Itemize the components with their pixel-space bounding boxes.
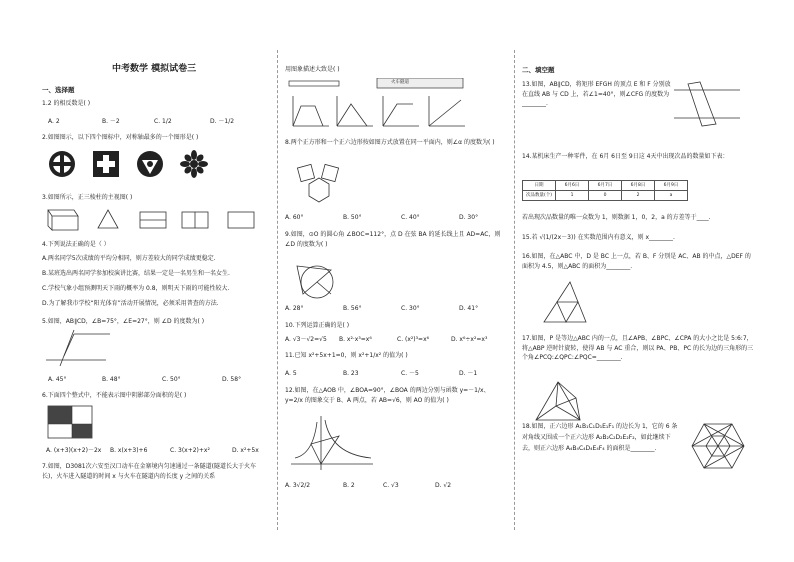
q2-icons (46, 146, 216, 184)
q12-opt-c: C. √3 (383, 482, 399, 489)
q10-opt-b: B. x²·x³=x⁶ (339, 336, 372, 343)
q6-opt-d: D. x²+5x (232, 447, 259, 454)
q5-text: 5.如图，AB∥CD，∠B=75°，∠E=27°，则 ∠D 的度数为( ) (42, 318, 205, 325)
table-cell: 1 (556, 191, 589, 201)
q4-opt-c: C.学校气象小组预测明天下雨的概率为 0.8，则明天下雨的可能性较大. (42, 285, 230, 292)
q10-opt-a: A. √3－√2=√5 (285, 336, 327, 343)
q13-figure (672, 78, 742, 130)
q16-text: 16.如图，在△ABC 中，D 是 BC 上一点，若 B、F 分别是 AC、AB 的中点，△DEF 的面积为 4.5，则△ABC 的面积为________. (522, 253, 751, 270)
q8-opt-b: B. 50° (343, 214, 362, 221)
q12-text: 12.如图，在△AOB 中，∠BOA=90°，∠BOA 的两边分别与函数 y=－1/x、y=2/x 的图象交于 B、A 两点，若 AB=√6，则 AO 的值为( ) (285, 387, 490, 404)
column-3 (520, 0, 760, 562)
column-divider-1 (277, 50, 278, 530)
q15-text: 15.若 √(1/(2x－3)) 在实数范围内有意义，则 x________. (522, 234, 675, 241)
q8-text: 8.两个正方形和一个正六边形按如图方式放置在同一平面内，则∠α 的度数为( ) (285, 139, 495, 146)
q14-after: 若出现次品数量的唯一众数为 1，则数据 1，0，2，a 的方差等于____. (522, 214, 711, 221)
q9-opt-c: C. 30° (401, 305, 420, 312)
column-2 (283, 0, 508, 562)
column-divider-2 (514, 50, 515, 530)
table-row (523, 181, 688, 191)
q3-figures (44, 206, 264, 232)
q11-opt-c: C. －5 (401, 370, 419, 377)
q9-opt-d: D. 41° (459, 305, 479, 312)
q1-opt-c: C. 1/2 (154, 118, 172, 125)
q17-figure (532, 378, 584, 426)
q7-cont: 用图象描述大致是( ) (285, 66, 340, 73)
table-cell: 6月7日 (589, 181, 622, 191)
q7-train-label: 火车隧道 (391, 80, 409, 85)
table-cell: 2 (622, 191, 655, 201)
q8-figure (295, 162, 343, 206)
icon-2 (93, 151, 119, 177)
q6-opt-a: A. (x+3)(x+2)－2x (46, 447, 102, 454)
q1-opt-d: D. －1/2 (210, 118, 235, 125)
q10-opt-c: C. (x²)³=x⁶ (397, 336, 430, 343)
icon-4 (180, 150, 208, 178)
table-cell: 日期 (523, 181, 556, 191)
q5-opt-c: C. 50° (162, 376, 181, 383)
table-cell: 6月6日 (556, 181, 589, 191)
q6-text: 6.下面四个整式中，不能表示图中阴影部分面积的是( ) (42, 392, 187, 399)
q3-text: 3.如图所示，正三棱柱的主视图( ) (42, 194, 133, 201)
table-row (523, 191, 688, 201)
q11-opt-d: D. －1 (459, 370, 478, 377)
q6-opt-b: B. x(x+3)+6 (110, 447, 148, 454)
q11-opt-a: A. 5 (285, 370, 297, 377)
q7-text: 7.如图，D3081次六安至汉口动车在金寨境内匀速通过一条隧道(隧道长大于火车长)，火车进入隧道的时间 x 与火车在隧道内的长度 y 之间的关系 (42, 463, 256, 480)
q18-figure (690, 420, 746, 472)
q8-opt-d: D. 30° (459, 214, 479, 221)
q6-opt-c: C. 3(x+2)+x² (170, 447, 210, 454)
q7-graphs (289, 92, 469, 132)
section-fill: 二、填空题 (522, 66, 555, 74)
table-cell: a (655, 191, 688, 201)
q8-opt-c: C. 40° (401, 214, 420, 221)
q1-text: 1.2 的相反数是( ) (42, 100, 91, 107)
q16-figure (540, 278, 590, 328)
q5-opt-a: A. 45° (48, 376, 67, 383)
table-cell: 次品数量(个) (523, 191, 556, 201)
q12-opt-a: A. 3√2/2 (285, 482, 311, 489)
icon-3 (137, 151, 163, 177)
q5-opt-b: B. 48° (102, 376, 121, 383)
q6-figure (46, 402, 96, 442)
q17-text: 17.如图，P 是等边△ABC 内的一点，且∠APB、∠BPC、∠CPA 的大小之比是 5:6:7，将△ABP 逆时针旋转，使得 AB 与 AC 重合，则以 PA、PB、PC 的长为边的三角形的三个角∠PCQ:∠QPC:∠PQC=________. (522, 335, 754, 362)
q9-opt-a: A. 28° (285, 305, 304, 312)
table-cell: 6月8日 (622, 181, 655, 191)
table-cell: 0 (589, 191, 622, 201)
q2-text: 2.如图图示，以下四个图标中，对称轴最多的一个图形是( ) (42, 134, 199, 141)
q5-opt-d: D. 58° (222, 376, 242, 383)
q1-opt-a: A. 2 (48, 118, 60, 125)
q14-text: 14.某机床生产一种零件，在 6月 6日至 9日这 4天中出现次品的数量如下表： (522, 153, 729, 160)
q11-text: 11.已知 x²+5x+1=0，则 x²+1/x² 的值为( ) (285, 352, 408, 359)
q1-opt-b: B. －2 (102, 118, 120, 125)
table-cell: 6月9日 (655, 181, 688, 191)
q9-opt-b: B. 56° (343, 305, 362, 312)
q11-opt-b: B. 23 (343, 370, 359, 377)
q13-text: 13.如图，AB∥CD，将矩形 EFGH 的顶点 E 和 F 分别放在直线 AB 与 CD 上，若∠1=40°，则∠CFG 的度数为________. (522, 81, 671, 108)
q4-opt-b: B.某班选出两名同学参加校演讲比赛，结果一定是一名男生和一名女生. (42, 270, 230, 277)
q9-text: 9.如图，⊙O 的圆心角 ∠BOC=112°，点 D 在弦 BA 的延长线上且 AD=AC，则∠D 的度数为( ) (285, 231, 501, 248)
q9-figure (291, 258, 347, 302)
q7-train-figure (287, 78, 467, 90)
q8-opt-a: A. 60° (285, 214, 304, 221)
q12-figure (287, 414, 377, 472)
page-title: 中考数学 模拟试卷三 (112, 64, 197, 74)
column-1 (42, 0, 272, 562)
q12-opt-d: D. √2 (435, 482, 452, 489)
q4-opt-d: D.为了解我市学校“阳光体育”活动开展情况，必须采用普查的方法. (42, 300, 219, 307)
icon-1 (49, 151, 75, 177)
section-choice: 一、选择题 (42, 86, 75, 94)
q4-text: 4.下列说法正确的是（ ） (42, 241, 110, 248)
q18-text: 18.如图，正六边形 A₁B₁C₁D₁E₁F₁ 的边长为 1，它的 6 条对角线又围成一个正六边形 A₂B₂C₂D₂E₂F₂，如此继续下去，则正六边形 A₄B₄C₄D₄E₄F₄ 的面积是________. (522, 423, 678, 452)
q5-figure (44, 326, 114, 370)
q10-text: 10.下列运算正确的是( ) (285, 322, 350, 329)
q4-opt-a: A.两名同学5次成绩的平均分相同，则方差较大的同学成绩更稳定. (42, 255, 216, 262)
q10-opt-d: D. x⁶÷x²=x³ (451, 336, 488, 343)
q14-table (522, 180, 688, 201)
q12-opt-b: B. 2 (343, 482, 355, 489)
